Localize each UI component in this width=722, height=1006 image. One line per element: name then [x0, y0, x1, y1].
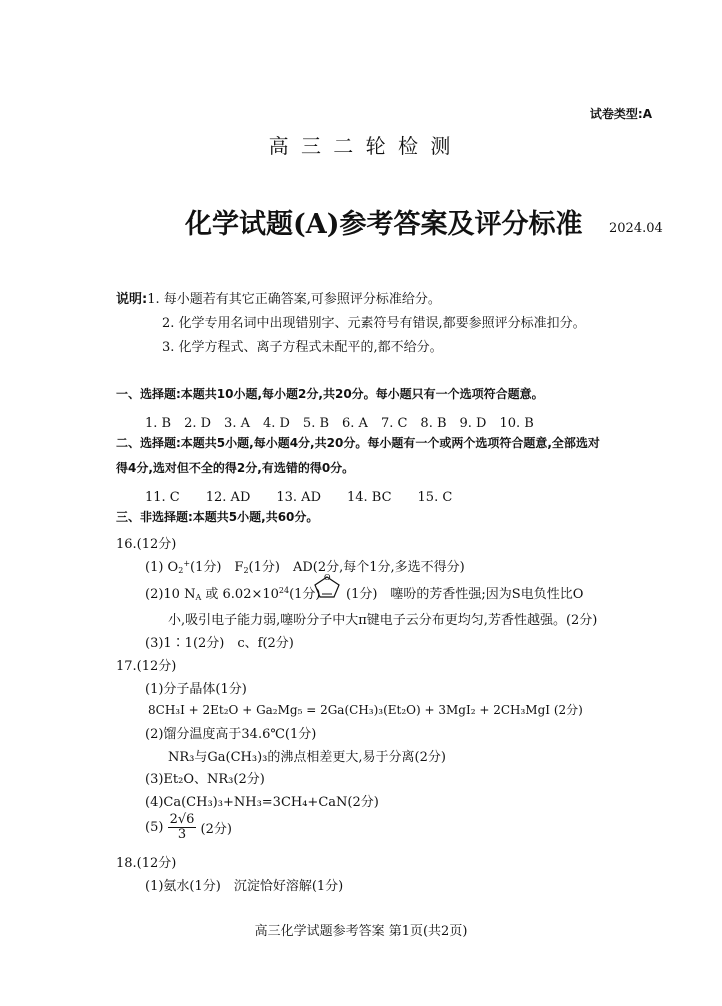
q16-part-2-reason: (1分) 噻吩的芳香性强;因为S电负性比O [346, 587, 584, 602]
thiophene-structure-icon [310, 572, 344, 600]
q16-part-2-cont: 小,吸引电子能力弱,噻吩分子中大π键电子云分布更均匀,芳香性越强。(2分) [168, 613, 598, 628]
q17-part-4: (4)Ca(CH₃)₃+NH₃=3CH₄+CaN(2分) [145, 795, 379, 810]
q16-part-2: (2)10 $N_A$ 或 $6.02\times 10^{24}(1$分) [145, 586, 321, 602]
section-1-answers: 1. B 2. D 3. A 4. D 5. B 6. A 7. C 8. B 9. D 10. B [145, 416, 534, 431]
q16-part-3: (3)1∶1(2分) c、f(2分) [145, 636, 294, 651]
section-3-heading: 三、非选择题:本题共5小题,共60分。 [116, 510, 319, 524]
fraction: $\frac{2√6}{3}$ [169, 812, 195, 842]
note-item: 3. 化学方程式、离子方程式未配平的,都不给分。 [162, 340, 443, 355]
q17-part-5: (5) $\frac{2√6}{3}$ (2分) [145, 812, 232, 842]
q17-part-2: (2)馏分温度高于34.6℃(1分) [145, 727, 317, 742]
q17-title: 17.(12分) [116, 659, 177, 674]
q18-title: 18.(12分) [116, 856, 177, 871]
page-footer: 高三化学试题参考答案 第1页(共2页) [254, 924, 468, 939]
q16-title: 16.(12分) [116, 537, 177, 552]
q17-part-1: (1)分子晶体(1分) [145, 682, 247, 697]
q17-part-2-reason: NR₃与Ga(CH₃)₃的沸点相差更大,易于分离(2分) [168, 750, 446, 765]
section-2-heading: 二、选择题:本题共5小题,每小题4分,共20分。每小题有一个或两个选项符合题意,全部选对 [116, 436, 600, 450]
section-2-answers: 11. C 12. AD 13. AD 14. BC 15. C [145, 490, 453, 505]
date: 2024.04 [609, 221, 663, 236]
notes-line-1 [116, 288, 441, 307]
q17-equation: 8CH₃I + 2Et₂O + Ga₂Mg₅ = 2Ga(CH₃)₃(Et₂O) + 3MgI₂ + 2CH₃MgI (2分) [148, 703, 583, 717]
note-item: 1. 每小题若有其它正确答案,可参照评分标准给分。 [147, 292, 441, 307]
exam-name: 高 三 二 轮 检 测 [268, 134, 454, 158]
note-item: 2. 化学专用名词中出现错别字、元素符号有错误,都要参照评分标准扣分。 [162, 316, 586, 331]
paper-type: 试卷类型:A [589, 107, 652, 121]
svg-text:O: O [324, 573, 331, 582]
section-2-heading-cont: 得4分,选对但不全的得2分,有选错的得0分。 [116, 461, 355, 475]
q18-part-1: (1)氨水(1分) 沉淀恰好溶解(1分) [145, 879, 344, 894]
notes-label: 说明: [116, 292, 148, 307]
main-title: 化学试题(A)参考答案及评分标准 [185, 209, 583, 240]
section-1-heading: 一、选择题:本题共10小题,每小题2分,共20分。每小题只有一个选项符合题意。 [116, 387, 544, 401]
q17-part-3: (3)Et₂O、NR₃(2分) [145, 772, 265, 787]
q16-part-1: (1) $O_2^+(1$分) $F_2(1$分) AD(2分,每个1分,多选不得分) [145, 559, 465, 575]
